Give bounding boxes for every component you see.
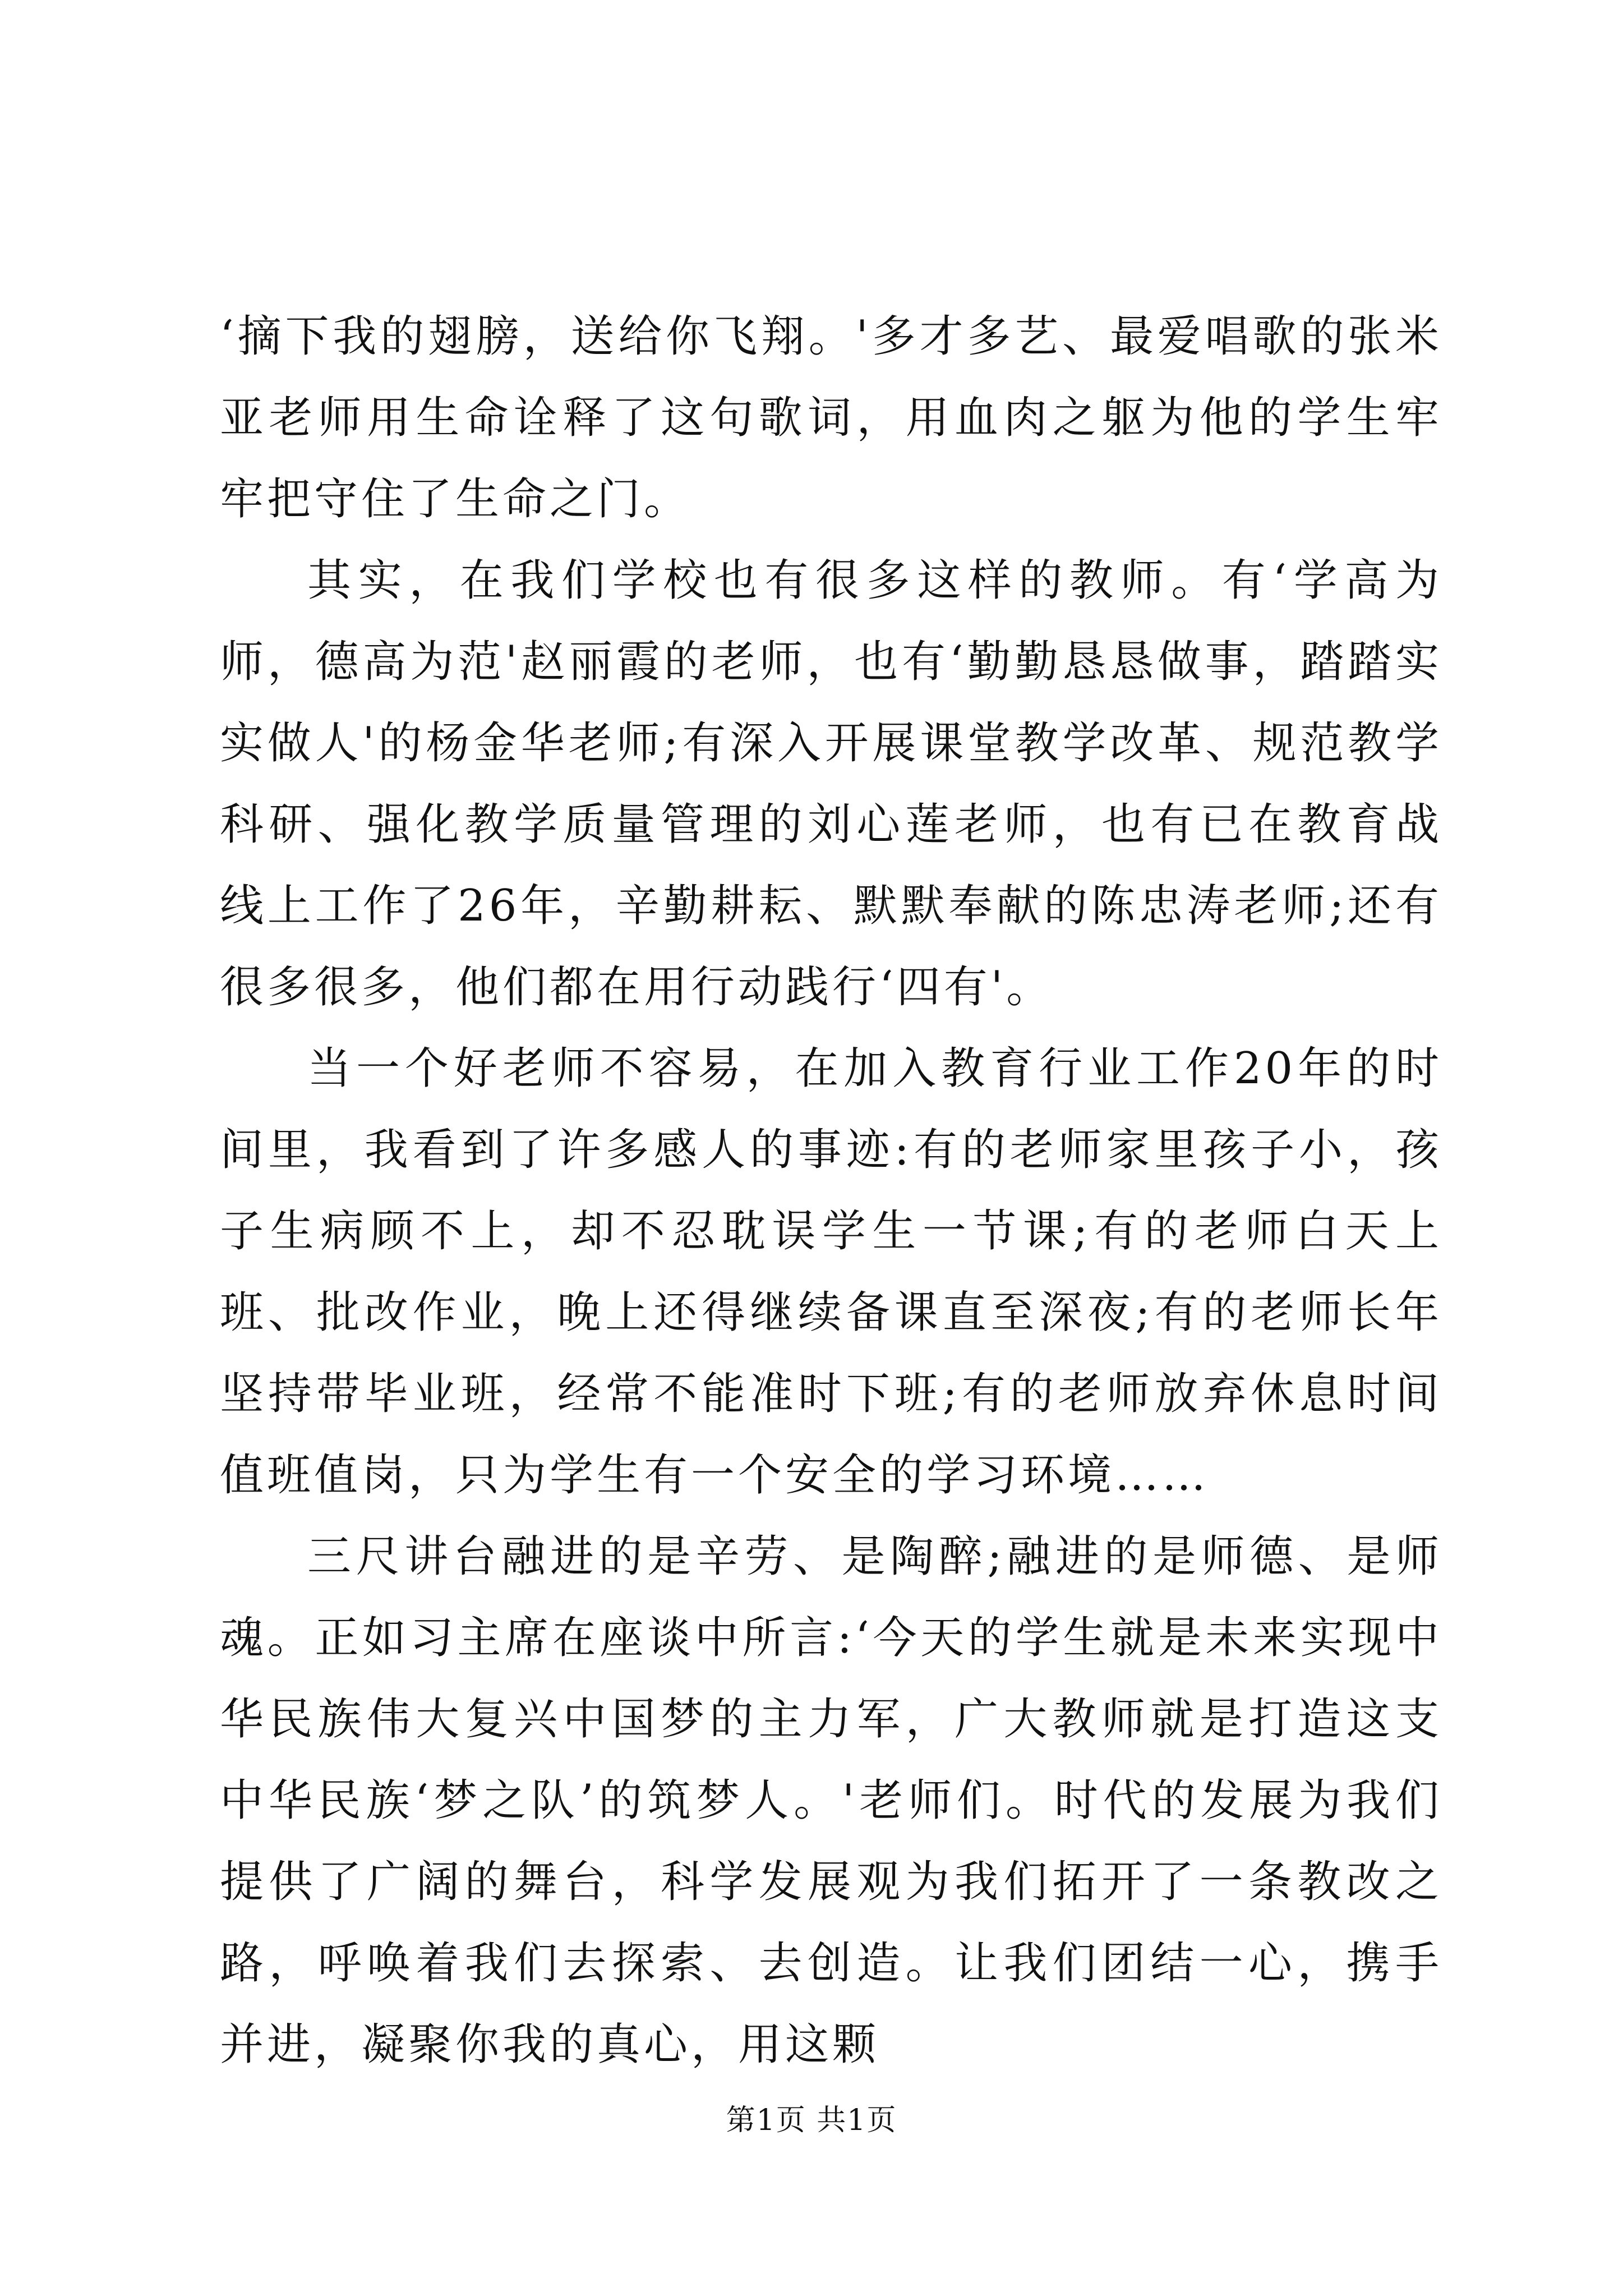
paragraph-1: ‘摘下我的翅膀，送给你飞翔。'多才多艺、最爱唱歌的张米亚老师用生命诠释了这句歌词，用血肉之躯为他的学生牢牢把守住了生命之门。 — [220, 311, 1442, 524]
document-body — [220, 296, 1442, 2086]
paragraph-2: 其实，在我们学校也有很多这样的教师。有‘学高为师，德高为范'赵丽霞的老师，也有‘勤勤恳恳做事，踏踏实实做人'的杨金华老师;有深入开展课堂教学改革、规范教学科研、强化教学质量管理的刘心莲老师，也有已在教育战线上工作了26年，辛勤耕耘、默默奉献的陈忠涛老师;还有很多很多，他们都在用行动践行‘四有'。 — [220, 555, 1442, 1013]
paragraph-4: 三尺讲台融进的是辛劳、是陶醉;融进的是师德、是师魂。正如习主席在座谈中所言:‘今天的学生就是未来实现中华民族伟大复兴中国梦的主力军，广大教师就是打造这支中华民族‘梦之队’的筑梦人。'老师们。时代的发展为我们提供了广阔的舞台，科学发展观为我们拓开了一条教改之路，呼唤着我们去探索、去创造。让我们团结一心，携手并进，凝聚你我的真心，用这颗 — [220, 1531, 1442, 2070]
page-footer: 第1页 共1页 — [726, 2104, 897, 2137]
paragraph-3: 当一个好老师不容易，在加入教育行业工作20年的时间里，我看到了许多感人的事迹:有的老师家里孩子小，孩子生病顾不上，却不忍耽误学生一节课;有的老师白天上班、批改作业，晚上还得继续备课直至深夜;有的老师长年坚持带毕业班，经常不能准时下班;有的老师放弃休息时间值班值岗，只为学生有一个安全的学习环境…… — [220, 1043, 1442, 1501]
